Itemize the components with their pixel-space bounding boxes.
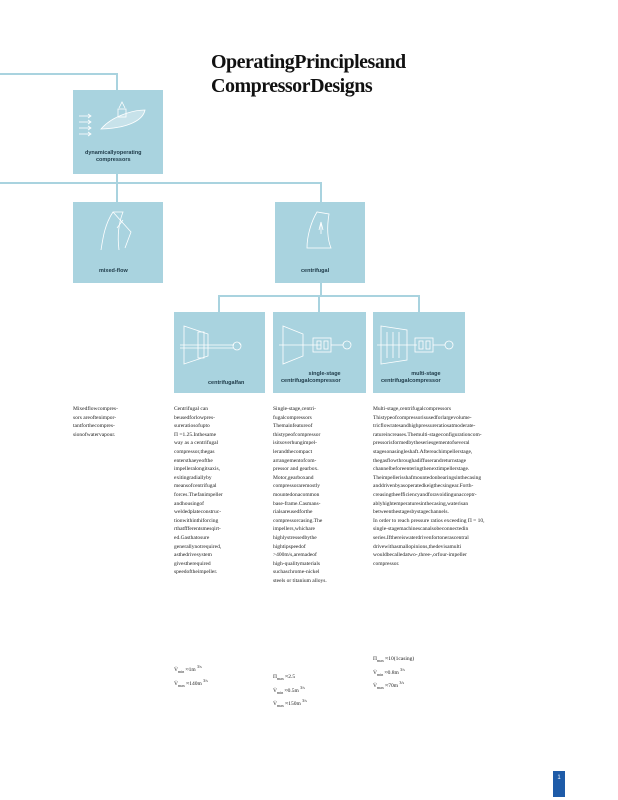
value-row: $V̇_{min} \approx 1m$ $^{3/s}$ [174,664,202,674]
title-line-1: OperatingPrinciplesand [211,51,406,73]
box-label-dynamic: dynamicallyoperating compressors [85,150,142,163]
values-centrifugal-fan [174,663,208,690]
connector-low-left [218,295,220,312]
box-label-mixed-flow: mixed-flow [99,268,128,274]
text-centrifugal-fan [174,405,266,577]
connector-top-down [116,73,118,90]
connector-mid-right [320,182,322,202]
values-multi-stage [373,655,414,693]
box-centrifugal [275,202,365,283]
box-centrifugal-fan [174,312,265,393]
multi-stage-schematic-icon [373,312,465,368]
single-stage-schematic-icon [273,312,366,368]
box-mixed-flow [73,202,163,283]
box-label-single-stage: single-stage centrifugalcompressor [281,371,341,384]
text-mixed-flow [73,405,165,439]
text-multi-stage [373,405,563,568]
centrifugal-impeller-icon [275,202,365,262]
box-multi-stage [373,312,465,393]
value-row: $V̇_{max} \approx 150m$ $^{3/s}$ [273,698,307,709]
page-title [211,50,406,98]
paragraph-centrifugal-fan: Centrifugal can beusedforlowpres- sureratiosofupto Π =1.25.Inthesame way as a centrifugal compressor,thegas entersthaeyeofthe impelleralongitsaxis, exitingradiallyby meansofcentrifugal forces.Thefanimpeller andhousingof weldedplateconstruc- tionwithinthiforcing rthatffferentsmesqirt- ed.Gasthatosure generallynotrequired, asthedrivesystem givestherequired speedoftheimpeller. [174,406,223,576]
box-label-centrifugal-fan: centrifugalfan [208,380,245,386]
airfoil-icon [73,90,163,150]
page-number-tab: 1 [553,771,565,797]
paragraph-multi-stage: Multi-stage,centrifugalcompressors Thistypeofcompressorisusedforlargevolume- tricflowratesandhighpressureratiosatmoderate- ratureincreases.Themulti-stageconfigurationcom- pressorisformedbytheseriesgementofseveral stagesonasingleshaft.Aftereachimpellerstage, thegasflowthroughadiffuserandreturnstage channelbeforeenteringthenextimpellerstage. Theimpellerisshafmountedonbearingsinthecasing anddrivenbyasoperatedkeigthecsingear.Forth- creasingtheefficiencyandforavoidingunacceptr- ablyhightemperaturesinthecasing,waterisan betweenthestagesbystagechannels. In order to reach pressure ratios exceeding Π = 10, single-stagemachinescanalsobeconnectedin series.Ifthereiswaterdrivenfortonerascentral drivewithasmallopinions,thedevisamulti wouldbecalledatwo-,three-,orfour-impeller compressor. [373,406,485,567]
box-dynamic-compressors [73,90,163,174]
title-line-2: CompressorDesigns [211,75,373,97]
paragraph-mixed-flow: Mixedflowcompres- sors areoftenimpor- tantforthecompres- sionofwatervapour. [73,406,118,438]
paragraph-single-stage: Single-stage,centri- fugalcompressors Themainfeatureof thistypeofcompressor isitsoverhungimpel- lerandthecompact arrangementofcom- pressor and gearbox. Motor,gearboxand compressoraremostly mountedonacommon base-frame.Casmans- rialsareusedforthe compressorcasing.The impellers,whichare highlystressedbythe hightipspeedof >400m/s,aremadeof high-qualitymaterials suchaschrome-nickel steels or titanium alloys. [273,406,327,584]
connector-mid [0,182,322,184]
value-row: $V̇_{min} \approx 0.5m$ $^{3/s}$ [273,684,305,695]
box-single-stage [273,312,366,393]
values-single-stage [273,673,307,711]
value-row: $V̇_{min} \approx 0.8m$ $^{3/s}$ [373,666,405,677]
connector-top [0,73,118,75]
connector-low-mid [318,295,320,312]
connector-mid-left [116,173,118,202]
connector-low-right [418,295,420,312]
value-row: $V̇_{max} \approx 70m$ $^{3/s}$ [373,680,405,691]
value-row: $\Pi_{max} \approx 2.5$ [273,674,296,682]
box-label-centrifugal: centrifugal [301,268,330,274]
value-row: $\Pi_{max} \approx 10(1casing)$ [373,656,415,664]
text-single-stage [273,405,367,585]
fan-schematic-icon [174,312,265,368]
box-label-multi-stage: multi-stage centrifugalcompressor [381,371,441,384]
value-row: $V̇_{max} \approx 140m$ $^{3/s}$ [174,677,208,688]
mixed-flow-impeller-icon [73,202,163,262]
